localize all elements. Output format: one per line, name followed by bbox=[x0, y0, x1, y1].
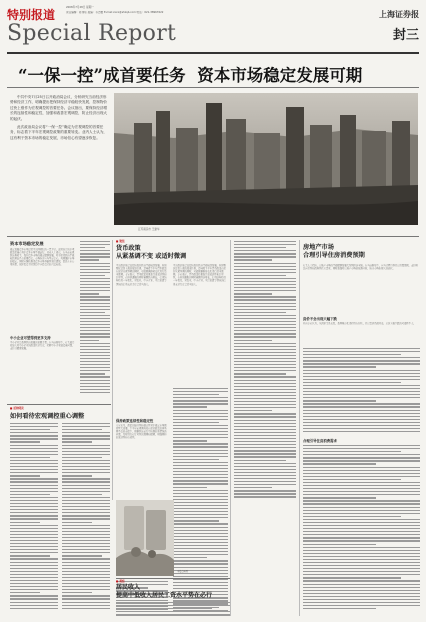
article-capital-market-title: 资本市场稳定发展 bbox=[10, 241, 44, 246]
lead-text bbox=[10, 95, 109, 235]
section-rule-1 bbox=[7, 236, 419, 237]
column-text-1c bbox=[10, 423, 58, 615]
headline-prefix: “一保一控”成首要任务 bbox=[18, 66, 186, 85]
column-divider-2 bbox=[230, 240, 231, 616]
article-capital-market-body: 稳定发展资本市场是党中央国务院的一贯方针。近期出台的多项政策措施有利于资本市场平稳运行。业内人士表示，在当前宏观经济形势下，保持资本市场的稳定健康发展，对于促进经济平稳较快增长具有重要意义。市场各方应当坚定信心，共同维护市场的稳定。同时应继续推进资本市场基础性制度建设，提高上市公司质量，保护投资者特别是中小投资者的合法权益。 bbox=[10, 248, 75, 267]
article-monetary-policy-body: 中央政治局会议提出保持经济平稳较快发展、控制物价过快上涨的双重任务，意味着下半年货币政策在保持从紧基调的同时，可能根据形势变化进行适当微调。专家表示，货币政策将更加注重灵活性和针对性，在控制通胀的同时兼顾经济增长，信贷结构将进一步优化，对农业、中小企业、灾后重建等领域的信贷支持力度会适当加大。 bbox=[116, 264, 167, 286]
article-capital-market-body2: 中小企业是我国经济发展的重要力量。在当前形势下，有关部门将加大对中小企业的政策扶持力度，缓解中小企业融资难问题，支持其健康发展。 bbox=[10, 341, 75, 351]
article-monetary-policy-body-extra: 中央政治局会议提出保持经济平稳较快发展、控制物价过快上涨的双重任务，意味着下半年货币政策在保持从紧基调的同时，可能根据形势变化进行适当微调。专家表示，货币政策将更加注重灵活性和针对性，在控制通胀的同时兼顾经济增长，信贷结构将进一步优化，对农业、中小企业、灾后重建等领域的信贷支持力度会适当加大。 bbox=[173, 264, 226, 286]
article-macro-adjustment bbox=[10, 407, 110, 618]
article-monetary-policy-title: 货币政策 从紧基调不变 或适时微调 bbox=[116, 245, 187, 260]
city-photo-caption: 江苏南京市 王建华 bbox=[138, 228, 160, 231]
column-text-income bbox=[116, 602, 230, 618]
column-text-5b bbox=[303, 445, 420, 615]
newspaper-name: 上海证券报 bbox=[379, 9, 419, 19]
article-real-estate-body-2: 业内专家认为，从供求关系来看，我国城市化进程仍在持续，住房需求仍然旺盛，房价大幅下跌的可能性不大。 bbox=[303, 322, 416, 325]
article-real-estate-title: 房地产市场 合理引导住房消费预期 bbox=[303, 244, 365, 259]
article-monetary-policy-kicker: ■ 聚焦 bbox=[116, 240, 125, 243]
headline-suffix: 资本市场稳定发展可期 bbox=[197, 66, 363, 85]
column-divider-1 bbox=[112, 240, 113, 500]
masthead-meta-line2: 责任编辑：陈伟东 美编：韦志樱 E-mail:xxxx@shzqb.com 电话：021-38967622 bbox=[66, 11, 164, 14]
hands-coins-illustration bbox=[116, 500, 174, 576]
headline-rule bbox=[7, 87, 419, 88]
lead-paragraph-1: 中共中央7月25日召开政治局会议，分析研究当前经济形势和经济工作，明确提出把保持经济平稳较快发展、控制物价过快上涨作为宏观调控的首要任务。会议指出，要保持经济增长的连续性和稳定性，加强和改善宏观调控，防止经济出现大的起伏。 bbox=[10, 95, 108, 121]
main-headline bbox=[18, 62, 418, 86]
hands-coins-photo bbox=[116, 500, 174, 576]
hands-photo-caption: 本报资料图 bbox=[177, 570, 188, 573]
column-text-1d bbox=[62, 423, 110, 615]
masthead bbox=[0, 0, 426, 56]
article-real-estate-subtitle-2: 合理引导住房消费需求 bbox=[303, 439, 337, 443]
column-text-1b bbox=[80, 241, 110, 401]
section-rule-3 bbox=[116, 578, 230, 579]
page-number: 封三 bbox=[392, 28, 419, 43]
article-macro-adjustment-kicker: ■ 延伸阅读 bbox=[10, 407, 24, 410]
lead-paragraph-2: 此次政治局会议将“一保一控”确定为宏观调控的首要任务，标志着下半年宏观调控政策的重要转变。业内人士认为，这有利于资本市场的稳定发展，市场信心有望逐步恢复。 bbox=[10, 125, 108, 140]
section-title-cn: 特别报道 bbox=[7, 8, 56, 22]
article-monetary-policy-subtitle-1: 保持政策连续性和稳定性 bbox=[116, 419, 154, 423]
article-capital-market bbox=[10, 241, 76, 401]
article-resident-income bbox=[116, 580, 230, 618]
article-resident-income-title: 居民收入 提高中低收入居民工资水平势在必行 bbox=[116, 584, 213, 600]
masthead-meta-line1: 2008年7月28日 星期一 bbox=[66, 6, 94, 9]
section-title-en: Special Report bbox=[7, 21, 177, 46]
article-macro-adjustment-title: 如何看待宏观调控重心调整 bbox=[10, 413, 85, 421]
column-text-4 bbox=[234, 241, 296, 511]
article-real-estate-body: 有关人士指出，房地产市场的平稳健康发展关系到经济全局。在当前形势下，应当合理引导住房消费预期，支持居民自住性和改善性住房需求，同时加强对房地产市场的监测分析，防止市场出现大的起伏。 bbox=[303, 264, 418, 271]
article-capital-market-subtitle: 中小企业可望得到更多支持 bbox=[10, 336, 51, 340]
city-skyline-illustration bbox=[114, 93, 418, 225]
article-monetary-policy-body-2: 专家认为，政策的连续性和稳定性对于稳定市场预期至关重要。下半年宏观调控将在保持政策总体基调不变的前提下，根据经济运行中出现的新情况新问题，及时进行有针对性的预调和微调，增强调控的灵活性和有效性。 bbox=[116, 424, 167, 440]
column-divider-3 bbox=[299, 240, 300, 616]
article-real-estate bbox=[303, 240, 420, 618]
column-text-5a bbox=[303, 348, 420, 436]
section-rule-2 bbox=[7, 404, 111, 405]
article-real-estate-subtitle-1: 房价不会出现大幅下跌 bbox=[303, 317, 337, 321]
masthead-rule bbox=[7, 52, 419, 54]
article-resident-income-kicker: ■ 观察 bbox=[116, 580, 125, 583]
city-skyline-photo bbox=[114, 93, 418, 225]
